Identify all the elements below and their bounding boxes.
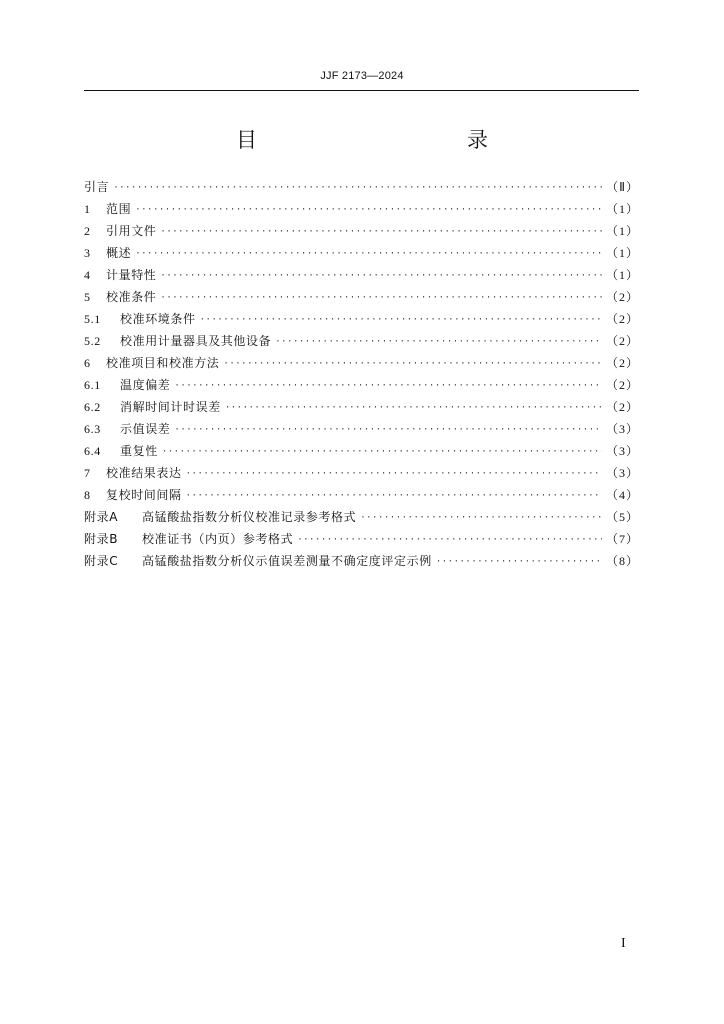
toc-number: 4 bbox=[84, 268, 91, 282]
toc-leader-dots bbox=[162, 441, 602, 463]
toc-label bbox=[84, 308, 196, 330]
toc-leader-dots bbox=[174, 419, 602, 441]
toc-page: （2） bbox=[605, 400, 639, 414]
toc-text: 重复性 bbox=[120, 444, 158, 458]
toc-list bbox=[84, 176, 639, 572]
toc-entry[interactable] bbox=[84, 198, 639, 220]
toc-page: （1） bbox=[605, 202, 639, 216]
toc-label bbox=[84, 242, 131, 264]
toc-label bbox=[84, 220, 156, 242]
toc-entry[interactable] bbox=[84, 176, 639, 198]
toc-text: 校准条件 bbox=[106, 290, 157, 304]
toc-entry[interactable] bbox=[84, 506, 639, 528]
toc-page: （3） bbox=[605, 444, 639, 458]
toc-number: 6.2 bbox=[84, 400, 101, 414]
toc-text: 引言 bbox=[84, 180, 110, 194]
toc-number: 2 bbox=[84, 224, 91, 238]
toc-entry[interactable] bbox=[84, 418, 639, 440]
toc-page: （7） bbox=[605, 532, 639, 546]
toc-number: 6.4 bbox=[84, 444, 101, 458]
toc-entry[interactable] bbox=[84, 484, 639, 506]
toc-label bbox=[84, 528, 293, 550]
toc-leader-dots bbox=[186, 463, 602, 485]
toc-entry[interactable] bbox=[84, 352, 639, 374]
toc-number: 6.3 bbox=[84, 422, 101, 436]
toc-entry[interactable] bbox=[84, 374, 639, 396]
toc-leader-dots bbox=[275, 331, 602, 353]
toc-text: 高锰酸盐指数分析仪校准记录参考格式 bbox=[142, 510, 357, 524]
toc-page: （4） bbox=[605, 488, 639, 502]
toc-page: （8） bbox=[605, 554, 639, 568]
toc-entry[interactable] bbox=[84, 220, 639, 242]
toc-number: 附录B bbox=[84, 532, 119, 546]
toc-label bbox=[84, 440, 158, 462]
toc-text: 消解时间计时误差 bbox=[120, 400, 221, 414]
toc-number: 3 bbox=[84, 246, 91, 260]
toc-number: 6 bbox=[84, 356, 91, 370]
toc-leader-dots bbox=[160, 287, 602, 309]
toc-leader-dots bbox=[200, 309, 602, 331]
toc-leader-dots bbox=[160, 221, 602, 243]
toc-page: （2） bbox=[605, 378, 639, 392]
toc-entry[interactable] bbox=[84, 308, 639, 330]
toc-entry[interactable] bbox=[84, 440, 639, 462]
toc-entry[interactable] bbox=[84, 286, 639, 308]
toc-leader-dots bbox=[160, 265, 602, 287]
toc-label bbox=[84, 462, 182, 484]
toc-leader-dots bbox=[174, 375, 602, 397]
toc-number: 附录A bbox=[84, 510, 119, 524]
toc-text: 概述 bbox=[106, 246, 132, 260]
toc-entry[interactable] bbox=[84, 264, 639, 286]
toc-number: 5.2 bbox=[84, 334, 101, 348]
toc-entry[interactable] bbox=[84, 396, 639, 418]
toc-leader-dots bbox=[436, 551, 602, 573]
toc-entry[interactable] bbox=[84, 242, 639, 264]
toc-text: 校准项目和校准方法 bbox=[106, 356, 220, 370]
toc-number: 7 bbox=[84, 466, 91, 480]
toc-page: （1） bbox=[605, 246, 639, 260]
toc-entry[interactable] bbox=[84, 462, 639, 484]
toc-number: 5 bbox=[84, 290, 91, 304]
toc-leader-dots bbox=[225, 397, 602, 419]
toc-entry[interactable] bbox=[84, 528, 639, 550]
toc-leader-dots bbox=[223, 353, 602, 375]
toc-entry[interactable] bbox=[84, 550, 639, 572]
toc-page: （1） bbox=[605, 268, 639, 282]
toc-label bbox=[84, 286, 156, 308]
toc-leader-dots bbox=[360, 507, 602, 529]
header-rule bbox=[84, 90, 639, 91]
toc-page: （2） bbox=[605, 312, 639, 326]
toc-leader-dots bbox=[113, 177, 602, 199]
toc-text: 高锰酸盐指数分析仪示值误差测量不确定度评定示例 bbox=[142, 554, 432, 568]
toc-page: （3） bbox=[605, 422, 639, 436]
toc-leader-dots bbox=[135, 199, 602, 221]
toc-leader-dots bbox=[135, 243, 602, 265]
toc-text: 复校时间间隔 bbox=[106, 488, 182, 502]
toc-number: 5.1 bbox=[84, 312, 101, 326]
toc-label bbox=[84, 330, 271, 352]
toc-text: 引用文件 bbox=[106, 224, 157, 238]
toc-page: （Ⅱ） bbox=[606, 180, 639, 194]
toc-label bbox=[84, 198, 131, 220]
toc-text: 校准环境条件 bbox=[120, 312, 196, 326]
toc-text: 计量特性 bbox=[106, 268, 157, 282]
toc-text: 温度偏差 bbox=[120, 378, 171, 392]
toc-page: （2） bbox=[605, 356, 639, 370]
toc-number: 1 bbox=[84, 202, 91, 216]
toc-label bbox=[84, 418, 170, 440]
toc-label bbox=[84, 352, 219, 374]
toc-number: 6.1 bbox=[84, 378, 101, 392]
toc-page: （1） bbox=[605, 224, 639, 238]
toc-number: 8 bbox=[84, 488, 91, 502]
toc-label bbox=[84, 396, 221, 418]
toc-leader-dots bbox=[186, 485, 602, 507]
toc-title: 目 录 bbox=[236, 128, 544, 152]
toc-entry[interactable] bbox=[84, 330, 639, 352]
toc-text: 校准证书（内页）参考格式 bbox=[142, 532, 294, 546]
toc-text: 范围 bbox=[106, 202, 132, 216]
toc-text: 示值误差 bbox=[120, 422, 171, 436]
toc-text: 校准用计量器具及其他设备 bbox=[120, 334, 272, 348]
toc-page: （2） bbox=[605, 290, 639, 304]
toc-number: 附录C bbox=[84, 554, 119, 568]
toc-leader-dots bbox=[297, 529, 602, 551]
toc-page: （2） bbox=[605, 334, 639, 348]
toc-label bbox=[84, 484, 182, 506]
toc-label bbox=[84, 264, 156, 286]
toc-label bbox=[84, 176, 109, 198]
toc-label bbox=[84, 374, 170, 396]
toc-text: 校准结果表达 bbox=[106, 466, 182, 480]
document-code: JJF 2173—2024 bbox=[320, 70, 404, 82]
page-number: I bbox=[621, 936, 626, 951]
toc-label bbox=[84, 550, 432, 572]
toc-page: （3） bbox=[605, 466, 639, 480]
toc-page: （5） bbox=[605, 510, 639, 524]
toc-label bbox=[84, 506, 356, 528]
